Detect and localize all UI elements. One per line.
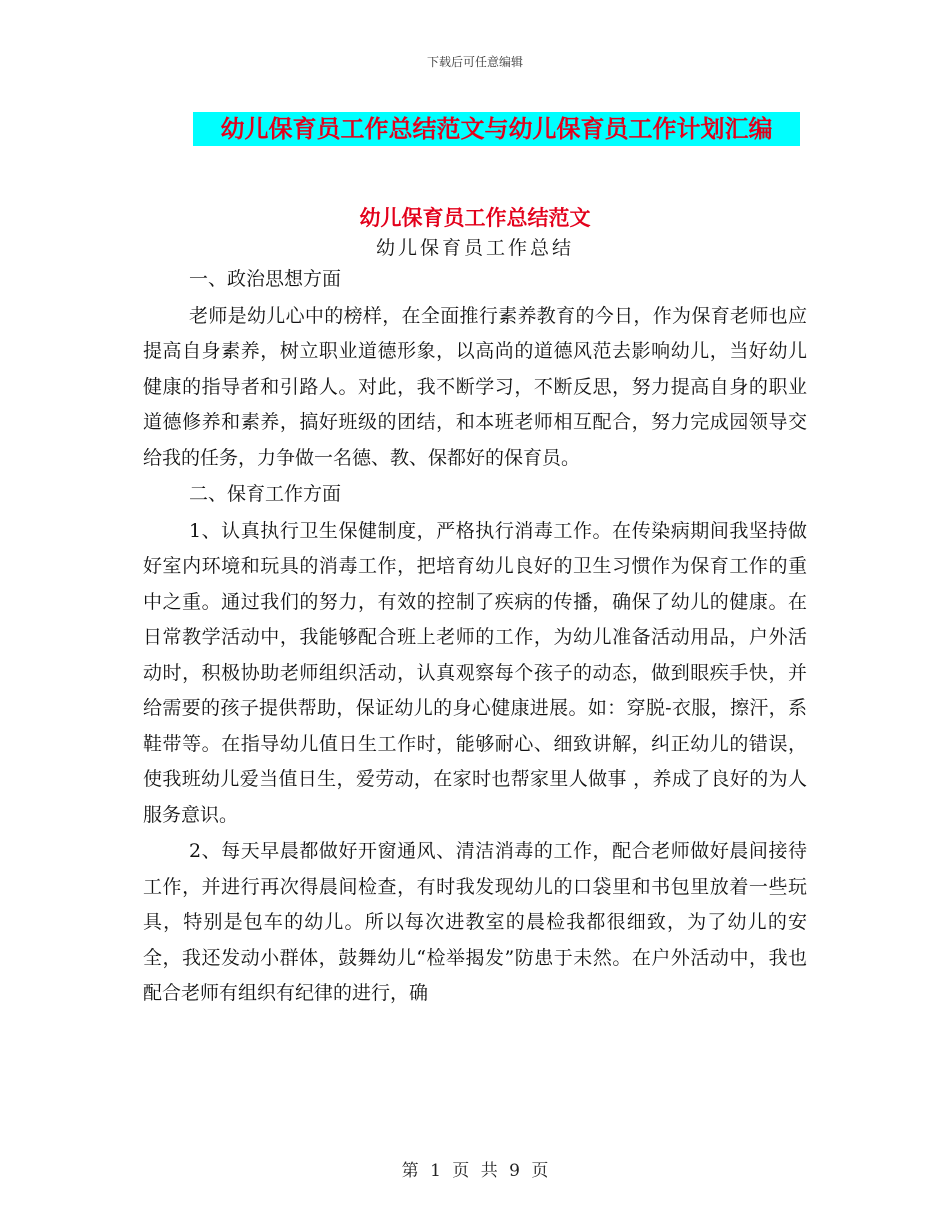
heading-childcare: 二、保育工作方面 bbox=[189, 483, 342, 505]
paragraph: 老师是幼儿心中的榜样，在全面推行素养教育的今日，作为保育老师也应提高自身素养，树立职业道德形象，以高尚的道德风范去影响幼儿，当好幼儿健康的指导者和引路人。对此，我不断学习，不断反思，努力提高自身的职业道德修养和素养，搞好班级的团结，和本班老师相互配合，努力完成园领导交给我的任务，力争做一名德、教、保都好的保育员。 bbox=[143, 304, 807, 469]
paragraph: 1、认真执行卫生保健制度，严格执行消毒工作。在传染病期间我坚持做好室内环境和玩具的消毒工作，把培育幼儿良好的卫生习惯作为保育工作的重中之重。通过我们的努力，有效的控制了疾病的传播，确保了幼儿的健康。在日常教学活动中，我能够配合班上老师的工作，为幼儿准备活动用品，户外活动时，积极协助老师组织活动，认真观察每个孩子的动态，做到眼疾手快，并给需要的孩子提供帮助，保证幼儿的身心健康进展。如：穿脱-衣服，擦汗，系鞋带等。在指导幼儿值日生工作时，能够耐心、细致讲解，纠正幼儿的错误，使我班幼儿爱当值日生，爱劳动，在家时也帮家里人做事 ，养成了良好的为人服务意识。 bbox=[143, 519, 807, 826]
heading-political: 一、政治思想方面 bbox=[189, 268, 342, 290]
document-subtitle: 幼儿保育员工作总结 bbox=[375, 237, 574, 259]
document-main-title: 幼儿保育员工作总结范文与幼儿保育员工作计划汇编 bbox=[193, 112, 800, 146]
section-title: 幼儿保育员工作总结范文 bbox=[359, 206, 591, 230]
document-body bbox=[143, 262, 807, 1013]
paragraph: 2、每天早晨都做好开窗通风、清洁消毒的工作，配合老师做好晨间接待工作，并进行再次得晨间检查，有时我发现幼儿的口袋里和书包里放着一些玩具，特别是包车的幼儿。所以每次进教室的晨检我都很细致，为了幼儿的安全，我还发动小群体，鼓舞幼儿“检举揭发”防患于未然。在户外活动中，我也配合老师有组织有纪律的进行，确 bbox=[143, 840, 807, 1004]
page-footer: 第 1 页 共 9 页 bbox=[401, 1161, 549, 1181]
header-note: 下载后可任意编辑 bbox=[426, 55, 523, 69]
